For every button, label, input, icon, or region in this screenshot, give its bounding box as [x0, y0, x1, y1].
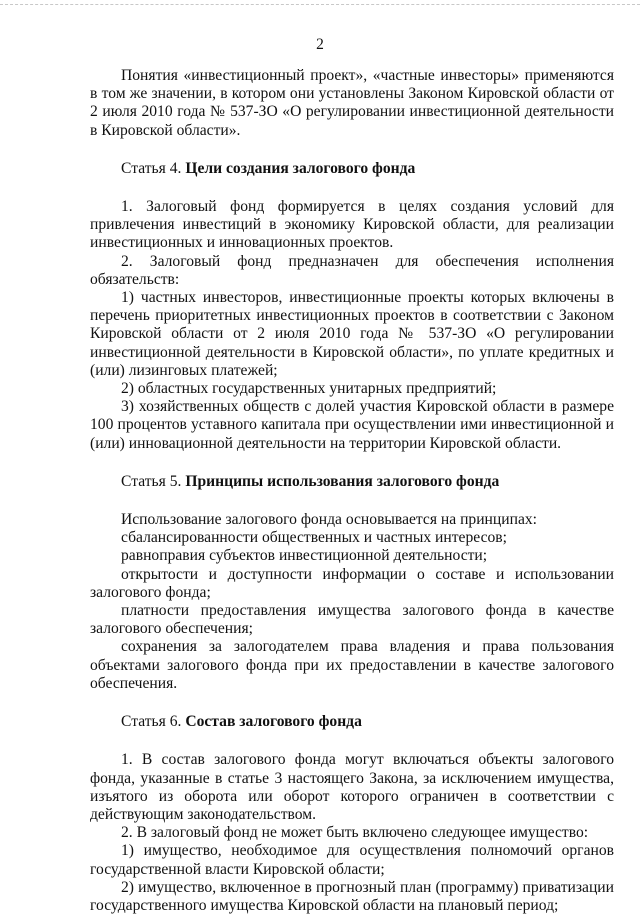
intro-paragraph: Понятия «инвестиционный проект», «частные инвесторы» применяются в том же значении, в котором они установлены Законом Кировской области от 2 июля 2010 года № 537-ЗО «О регулировании инвестиционной деятельности в Кировской области».: [90, 67, 614, 139]
document-body: [90, 67, 614, 915]
article-4-item-2: 2) областных государственных унитарных предприятий;: [121, 380, 497, 398]
article-4-prefix: Статья 4.: [121, 159, 186, 177]
article-6-item-2: 2) имущество, включенное в прогнозный план (программу) приватизации государственного имущества Кировской области на плановый период;: [90, 878, 614, 914]
page-number: 2: [316, 36, 324, 53]
article-5-principle: равноправия субъектов инвестиционной деятельности;: [121, 547, 488, 565]
article-4-heading: [90, 160, 614, 178]
article-4-paragraph-1: 1. Залоговый фонд формируется в целях создания условий для привлечения инвестиций в экономику Кировской области, для реализации инвестиционных и инновационных проектов.: [90, 198, 614, 252]
article-6-prefix: Статья 6.: [121, 713, 186, 731]
article-6-item-1: 1) имущество, необходимое для осуществления полномочий органов государственной власти Кировской области;: [90, 842, 614, 878]
article-5-prefix: Статья 5.: [121, 472, 186, 490]
article-4-paragraph-2: 2. Залоговый фонд предназначен для обеспечения исполнения обязательств:: [90, 252, 614, 288]
article-5-heading: [90, 473, 614, 491]
article-4-item-1: 1) частных инвесторов, инвестиционные проекты которых включены в перечень приоритетных инвестиционных проектов в соответствии с Законом Кировской области от 2 июля 2010 года № 537-ЗО «О регулировании инвестиционной деятельности в Кировской области», по уплате кредитных и (или) лизинговых платежей;: [90, 289, 614, 379]
article-5-principle: платности предоставления имущества залогового фонда в качестве залогового обеспечения;: [90, 602, 614, 638]
article-6-paragraph-2: 2. В залоговый фонд не может быть включено следующее имущество:: [121, 824, 589, 842]
article-5-title: Принципы использования залогового фонда: [185, 472, 500, 490]
article-6-paragraph-1: 1. В состав залогового фонда могут включаться объекты залогового фонда, указанные в статье 3 настоящего Закона, за исключением имущества, изъятого из оборота или оборот которого ограничен в соответствии с действующим законодательством.: [90, 751, 614, 823]
article-4-item-3: 3) хозяйственных обществ с долей участия Кировской области в размере 100 процентов уставного капитала при осуществлении ими инвестиционной и (или) инновационной деятельности на территории Кировской области.: [90, 398, 614, 452]
article-5-principle: сохранения за залогодателем права владения и права пользования объектами залогового фонда при их предоставлении в качестве залогового обеспечения.: [90, 638, 614, 692]
article-4-title: Цели создания залогового фонда: [185, 159, 416, 177]
article-6-heading: [90, 713, 614, 731]
article-5-principle: сбалансированности общественных и частных интересов;: [121, 529, 507, 547]
article-6-title: Состав залогового фонда: [185, 713, 362, 731]
article-5-principle: открытости и доступности информации о составе и использовании залогового фонда;: [90, 565, 614, 601]
scan-edge-line: [0, 4, 640, 5]
article-5-lead: Использование залогового фонда основывается на принципах:: [121, 511, 537, 529]
